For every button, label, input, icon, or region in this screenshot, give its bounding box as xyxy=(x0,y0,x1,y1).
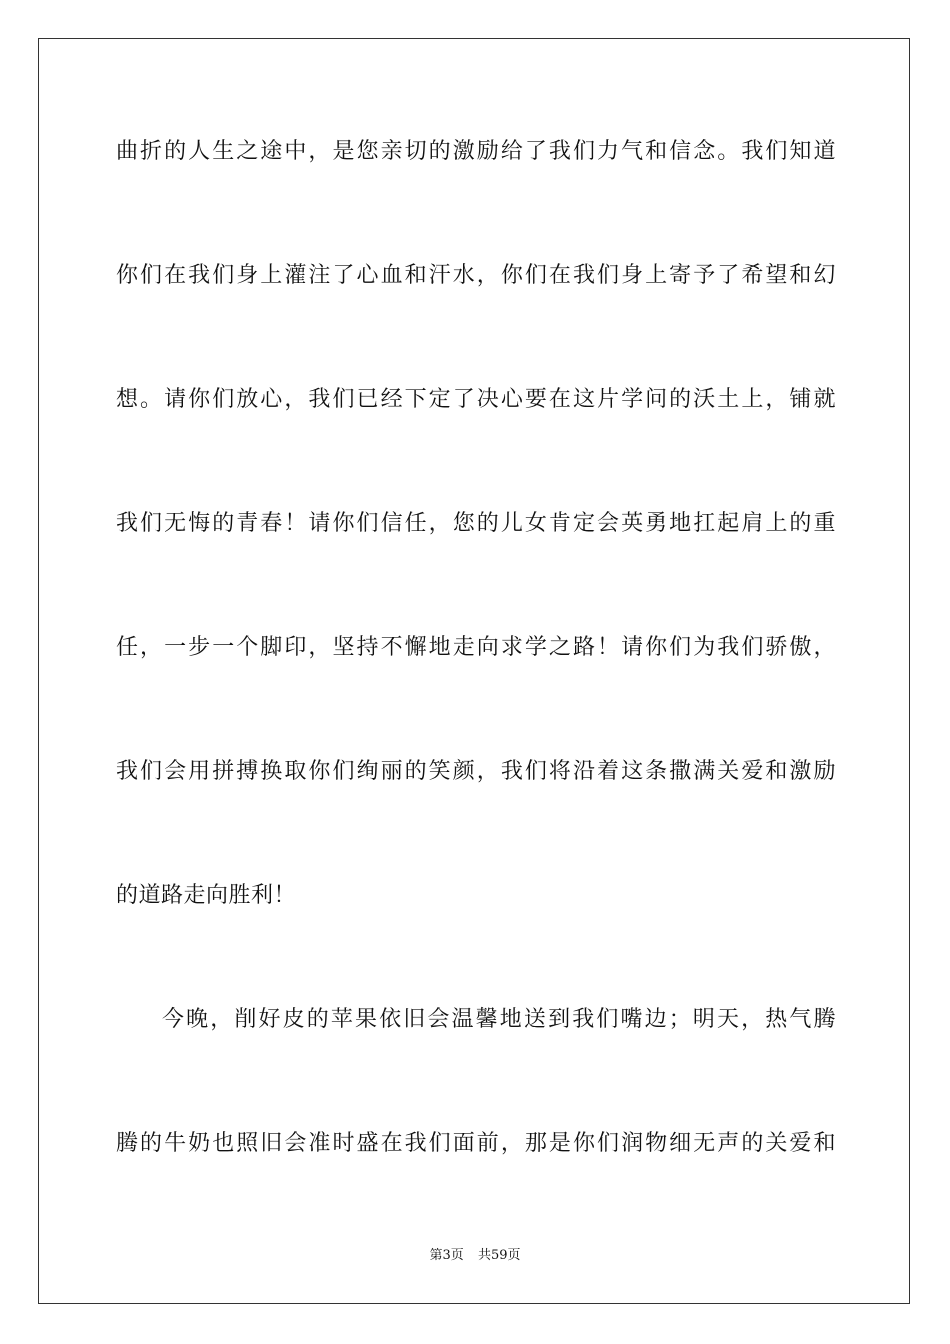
text-line: 我们无悔的青春！请你们信任，您的儿女肯定会英勇地扛起肩上的重 xyxy=(116,511,836,536)
text-line: 曲折的人生之途中，是您亲切的激励给了我们力气和信念。我们知道 xyxy=(116,139,836,164)
text-line: 你们在我们身上灌注了心血和汗水，你们在我们身上寄予了希望和幻 xyxy=(116,263,836,288)
page-border xyxy=(38,38,910,1304)
text-line: 的道路走向胜利！ xyxy=(116,883,297,908)
text-line: 任，一步一个脚印，坚持不懈地走向求学之路！请你们为我们骄傲， xyxy=(116,635,836,660)
page-number: 第3页 xyxy=(429,1248,464,1263)
text-line: 想。请你们放心，我们已经下定了决心要在这片学问的沃土上，铺就 xyxy=(116,387,836,412)
text-line: 腾的牛奶也照旧会准时盛在我们面前，那是你们润物细无声的关爱和 xyxy=(116,1131,836,1156)
text-line: 今晚，削好皮的苹果依旧会温馨地送到我们嘴边；明天，热气腾 xyxy=(162,1007,836,1032)
text-line: 我们会用拼搏换取你们绚丽的笑颜，我们将沿着这条撒满关爱和激励 xyxy=(116,759,836,784)
total-pages: 共59页 xyxy=(477,1248,521,1263)
page-footer xyxy=(0,1244,950,1263)
